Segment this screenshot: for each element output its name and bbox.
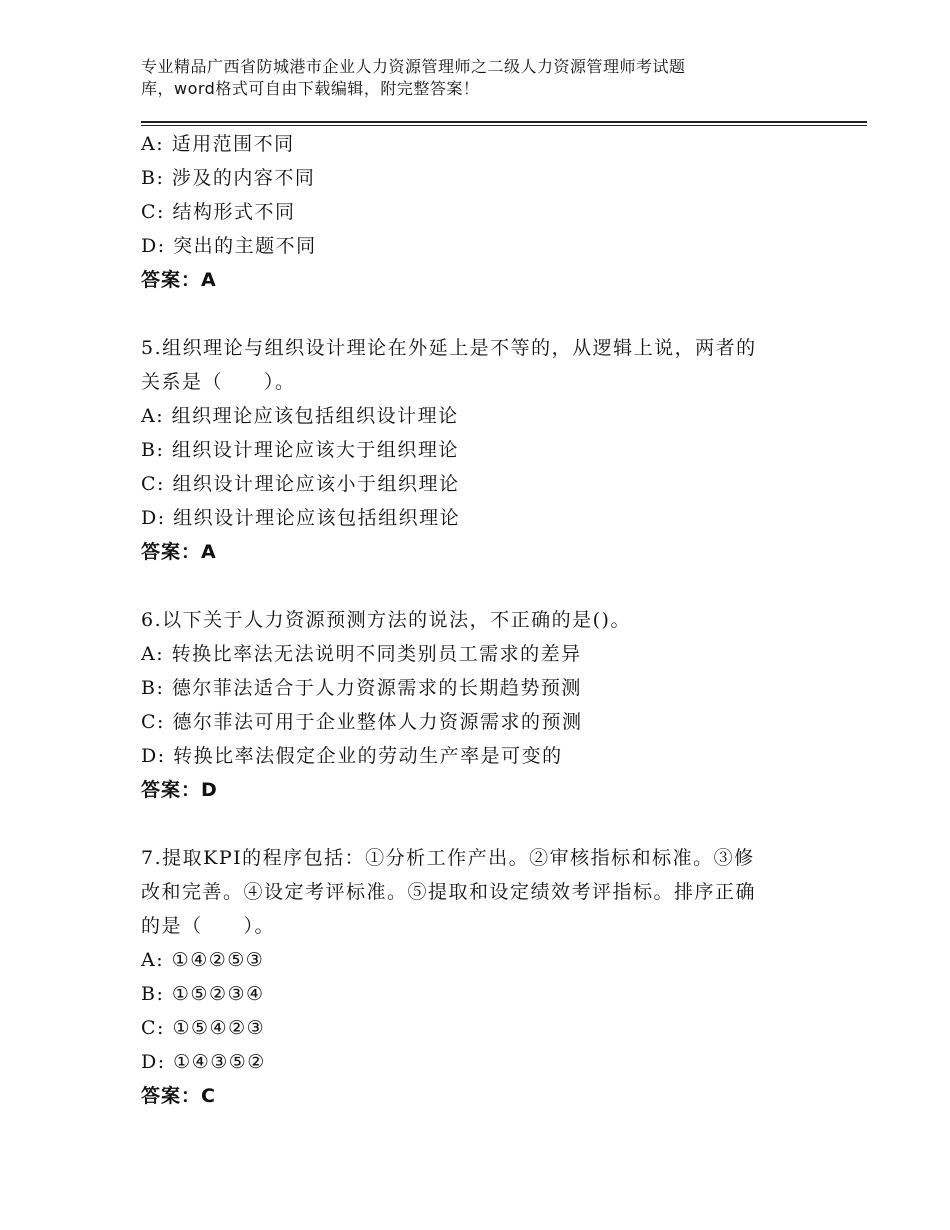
option-b: B: ①⑤②③④ [141,983,265,1005]
option-c: C: ①⑤④②③ [141,1017,266,1039]
answer-label: 答案：D [141,779,218,801]
question-text-line: 7.提取KPI的程序包括：①分析工作产出。②审核指标和标准。③修 [141,847,755,869]
option-a: A: ①④②⑤③ [141,949,265,971]
spacer [141,807,801,841]
question-text-line: 关系是（ ）。 [141,371,296,393]
header-rule-thin [141,125,867,126]
question-block-7 [141,841,801,1113]
answer-label: 答案：A [141,541,217,563]
option-d: D: 组织设计理论应该包括组织理论 [141,507,461,529]
option-d: D: ①④③⑤② [141,1051,266,1073]
question-text-line: 改和完善。④设定考评标准。⑤提取和设定绩效考评指标。排序正确 [141,881,757,903]
option-b: B: 组织设计理论应该大于组织理论 [141,439,459,461]
answer-label: 答案：C [141,1085,216,1107]
option-c: C: 组织设计理论应该小于组织理论 [141,473,460,495]
option-a: A: 组织理论应该包括组织设计理论 [141,405,459,427]
header-rule-thick [141,121,867,123]
option-b: B: 涉及的内容不同 [141,167,316,189]
option-d: D: 转换比率法假定企业的劳动生产率是可变的 [141,745,563,767]
option-c: C: 结构形式不同 [141,201,296,223]
question-block-prev [141,127,801,297]
option-d: D: 突出的主题不同 [141,235,317,257]
spacer [141,297,801,331]
question-text-line: 的是（ ）。 [141,915,276,937]
header-title-line-2: 库，word格式可自由下载编辑，附完整答案！ [141,79,480,98]
option-c: C: 德尔菲法可用于企业整体人力资源需求的预测 [141,711,583,733]
option-a: A: 转换比率法无法说明不同类别员工需求的差异 [141,643,582,665]
option-b: B: 德尔菲法适合于人力资源需求的长期趋势预测 [141,677,582,699]
spacer [141,569,801,603]
question-text-line: 6.以下关于人力资源预测方法的说法，不正确的是()。 [141,609,631,631]
option-a: A: 适用范围不同 [141,133,295,155]
question-list [141,127,801,1113]
question-block-5 [141,331,801,569]
question-block-6 [141,603,801,807]
document-header [141,56,821,100]
question-text-line: 5.组织理论与组织设计理论在外延上是不等的，从逻辑上说，两者的 [141,337,757,359]
header-title-line-1: 专业精品广西省防城港市企业人力资源管理师之二级人力资源管理师考试题 [141,57,686,76]
answer-label: 答案：A [141,269,217,291]
